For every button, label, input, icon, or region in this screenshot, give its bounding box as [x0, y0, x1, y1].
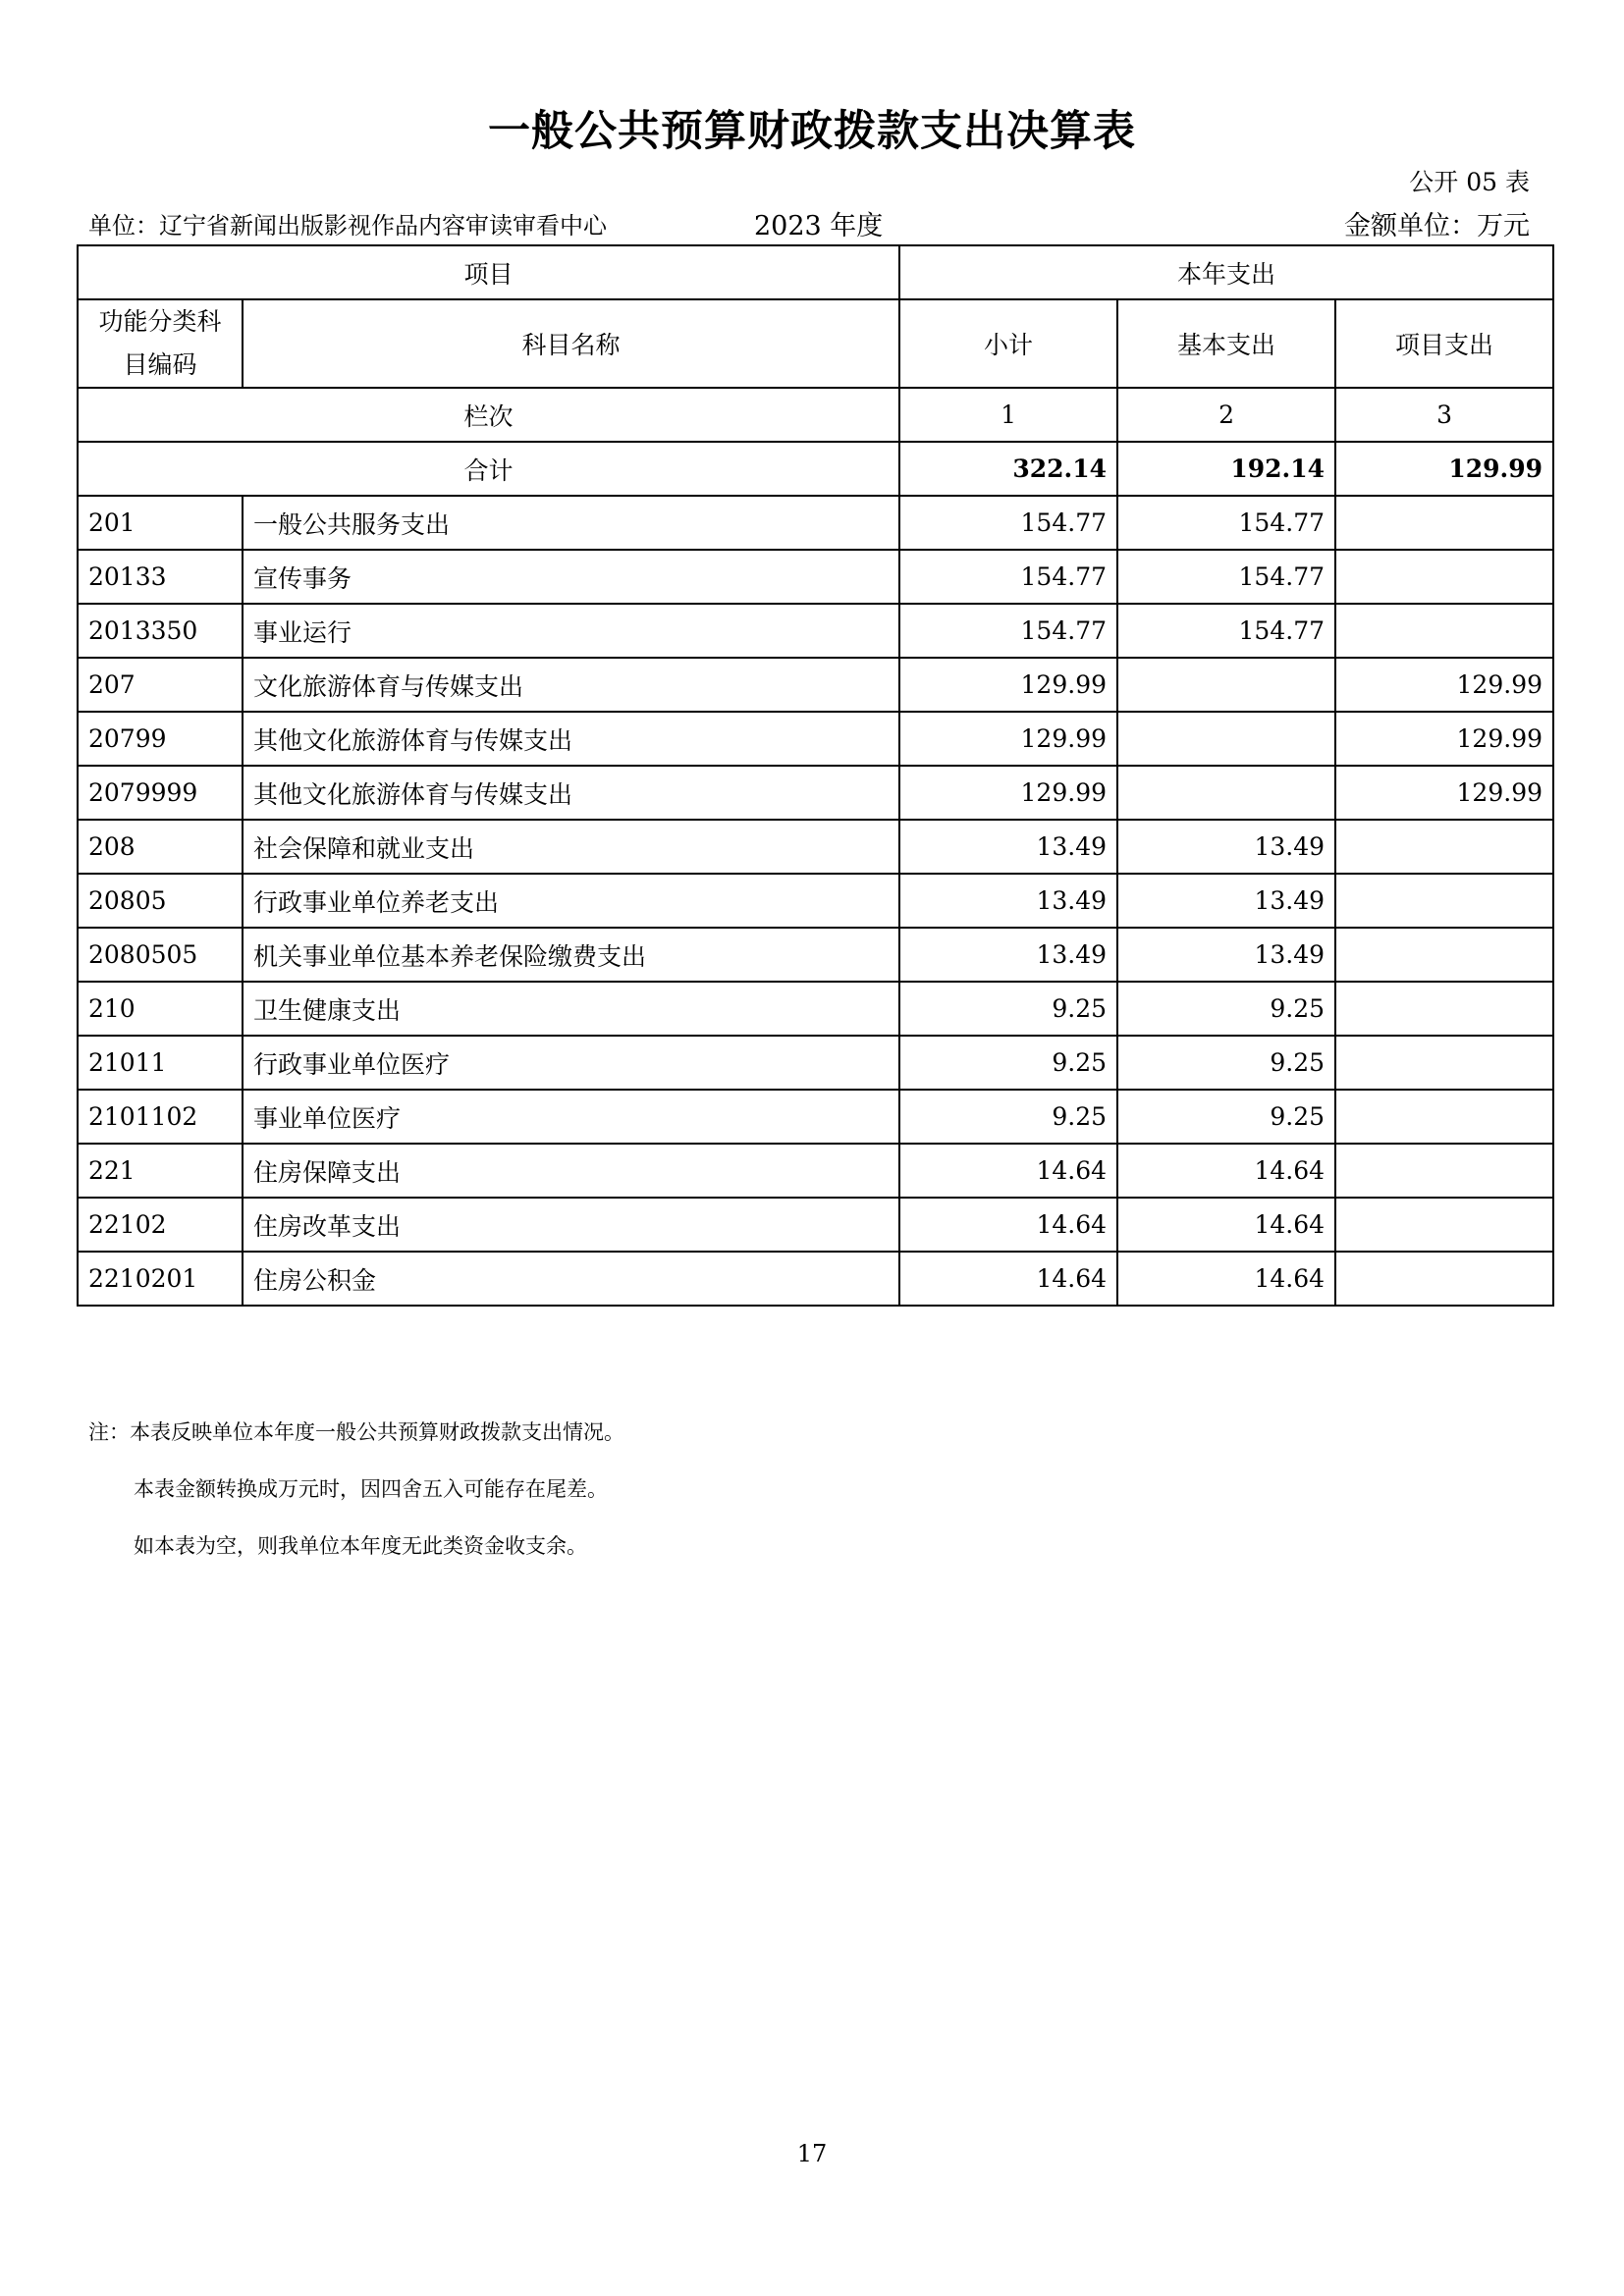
total-label: 合计: [78, 442, 899, 496]
table-row: [78, 604, 1553, 658]
row-code: 20799: [78, 712, 243, 766]
row-subtotal: 14.64: [899, 1252, 1117, 1306]
row-project: [1335, 1144, 1553, 1198]
header-item: 项目: [78, 245, 899, 299]
row-basic: 154.77: [1117, 496, 1335, 550]
row-project: [1335, 550, 1553, 604]
page-number: 17: [796, 2140, 828, 2167]
row-basic: 14.64: [1117, 1198, 1335, 1252]
row-code: 20805: [78, 874, 243, 928]
row-subtotal: 154.77: [899, 496, 1117, 550]
row-basic: 14.64: [1117, 1144, 1335, 1198]
total-subtotal: 322.14: [899, 442, 1117, 496]
total-row: [78, 442, 1553, 496]
table-row: [78, 1090, 1553, 1144]
row-code: 2013350: [78, 604, 243, 658]
column-index-3: 3: [1335, 388, 1553, 442]
header-subtotal: 小计: [899, 299, 1117, 388]
total-basic: 192.14: [1117, 442, 1335, 496]
row-name: 行政事业单位养老支出: [243, 874, 899, 928]
fiscal-year: 2023 年度: [754, 211, 884, 241]
row-code: 20133: [78, 550, 243, 604]
table-row: [78, 766, 1553, 820]
reporting-unit: 单位：辽宁省新闻出版影视作品内容审读审看中心: [88, 212, 607, 240]
row-basic: 9.25: [1117, 1036, 1335, 1090]
note-line: 如本表为空，则我单位本年度无此类资金收支余。: [134, 1534, 587, 1558]
table-row: [78, 820, 1553, 874]
row-subtotal: 13.49: [899, 928, 1117, 982]
row-subtotal: 154.77: [899, 604, 1117, 658]
row-name: 机关事业单位基本养老保险缴费支出: [243, 928, 899, 982]
row-name: 行政事业单位医疗: [243, 1036, 899, 1090]
row-code: 2210201: [78, 1252, 243, 1306]
table-row: [78, 550, 1553, 604]
row-name: 住房保障支出: [243, 1144, 899, 1198]
note-line: 本表金额转换成万元时，因四舍五入可能存在尾差。: [134, 1477, 608, 1501]
row-name: 卫生健康支出: [243, 982, 899, 1036]
header-project: 项目支出: [1335, 299, 1553, 388]
row-basic: 9.25: [1117, 1090, 1335, 1144]
table-row: [78, 658, 1553, 712]
row-name: 一般公共服务支出: [243, 496, 899, 550]
row-basic: [1117, 658, 1335, 712]
row-subtotal: 9.25: [899, 1090, 1117, 1144]
row-project: [1335, 928, 1553, 982]
row-name: 宣传事务: [243, 550, 899, 604]
column-index-label: 栏次: [78, 388, 899, 442]
form-code: 公开 05 表: [1409, 168, 1530, 196]
row-name: 文化旅游体育与传媒支出: [243, 658, 899, 712]
column-index-1: 1: [899, 388, 1117, 442]
total-project: 129.99: [1335, 442, 1553, 496]
row-name: 社会保障和就业支出: [243, 820, 899, 874]
row-name: 事业运行: [243, 604, 899, 658]
row-code: 2080505: [78, 928, 243, 982]
row-basic: 14.64: [1117, 1252, 1335, 1306]
table-row: [78, 1144, 1553, 1198]
row-basic: 154.77: [1117, 604, 1335, 658]
amount-unit: 金额单位：万元: [1344, 211, 1530, 241]
table-row: [78, 928, 1553, 982]
row-name: 住房改革支出: [243, 1198, 899, 1252]
row-code: 210: [78, 982, 243, 1036]
row-basic: 154.77: [1117, 550, 1335, 604]
group-header-row: [78, 245, 1553, 299]
row-subtotal: 129.99: [899, 658, 1117, 712]
row-basic: 13.49: [1117, 820, 1335, 874]
row-project: [1335, 496, 1553, 550]
row-subtotal: 13.49: [899, 820, 1117, 874]
row-project: [1335, 820, 1553, 874]
row-code: 2079999: [78, 766, 243, 820]
table-row: [78, 496, 1553, 550]
row-subtotal: 13.49: [899, 874, 1117, 928]
column-index-row: [78, 388, 1553, 442]
row-name: 其他文化旅游体育与传媒支出: [243, 766, 899, 820]
row-code: 208: [78, 820, 243, 874]
row-project: [1335, 604, 1553, 658]
row-project: [1335, 874, 1553, 928]
table-row: [78, 1252, 1553, 1306]
row-project: 129.99: [1335, 712, 1553, 766]
row-code: 21011: [78, 1036, 243, 1090]
page-title: 一般公共预算财政拨款支出决算表: [488, 107, 1136, 156]
expenditure-table: [77, 244, 1554, 1307]
row-name: 事业单位医疗: [243, 1090, 899, 1144]
header-code: 功能分类科目编码: [78, 299, 243, 388]
header-name: 科目名称: [243, 299, 899, 388]
row-project: [1335, 982, 1553, 1036]
row-project: 129.99: [1335, 658, 1553, 712]
row-name: 其他文化旅游体育与传媒支出: [243, 712, 899, 766]
row-project: 129.99: [1335, 766, 1553, 820]
column-header-row: [78, 299, 1553, 388]
row-basic: 9.25: [1117, 982, 1335, 1036]
header-current-year: 本年支出: [899, 245, 1553, 299]
row-code: 207: [78, 658, 243, 712]
row-project: [1335, 1090, 1553, 1144]
row-subtotal: 154.77: [899, 550, 1117, 604]
notes: [88, 1404, 624, 1575]
row-name: 住房公积金: [243, 1252, 899, 1306]
row-subtotal: 14.64: [899, 1198, 1117, 1252]
table-row: [78, 712, 1553, 766]
row-project: [1335, 1198, 1553, 1252]
row-code: 201: [78, 496, 243, 550]
row-project: [1335, 1252, 1553, 1306]
row-code: 22102: [78, 1198, 243, 1252]
row-basic: 13.49: [1117, 928, 1335, 982]
row-subtotal: 9.25: [899, 1036, 1117, 1090]
row-basic: 13.49: [1117, 874, 1335, 928]
row-subtotal: 9.25: [899, 982, 1117, 1036]
row-subtotal: 129.99: [899, 766, 1117, 820]
column-index-2: 2: [1117, 388, 1335, 442]
row-code: 221: [78, 1144, 243, 1198]
row-subtotal: 14.64: [899, 1144, 1117, 1198]
note-line: 注：本表反映单位本年度一般公共预算财政拨款支出情况。: [88, 1420, 624, 1444]
row-basic: [1117, 766, 1335, 820]
table-row: [78, 1198, 1553, 1252]
row-basic: [1117, 712, 1335, 766]
row-project: [1335, 1036, 1553, 1090]
table-row: [78, 1036, 1553, 1090]
row-code: 2101102: [78, 1090, 243, 1144]
table-row: [78, 874, 1553, 928]
row-subtotal: 129.99: [899, 712, 1117, 766]
header-basic: 基本支出: [1117, 299, 1335, 388]
table-row: [78, 982, 1553, 1036]
